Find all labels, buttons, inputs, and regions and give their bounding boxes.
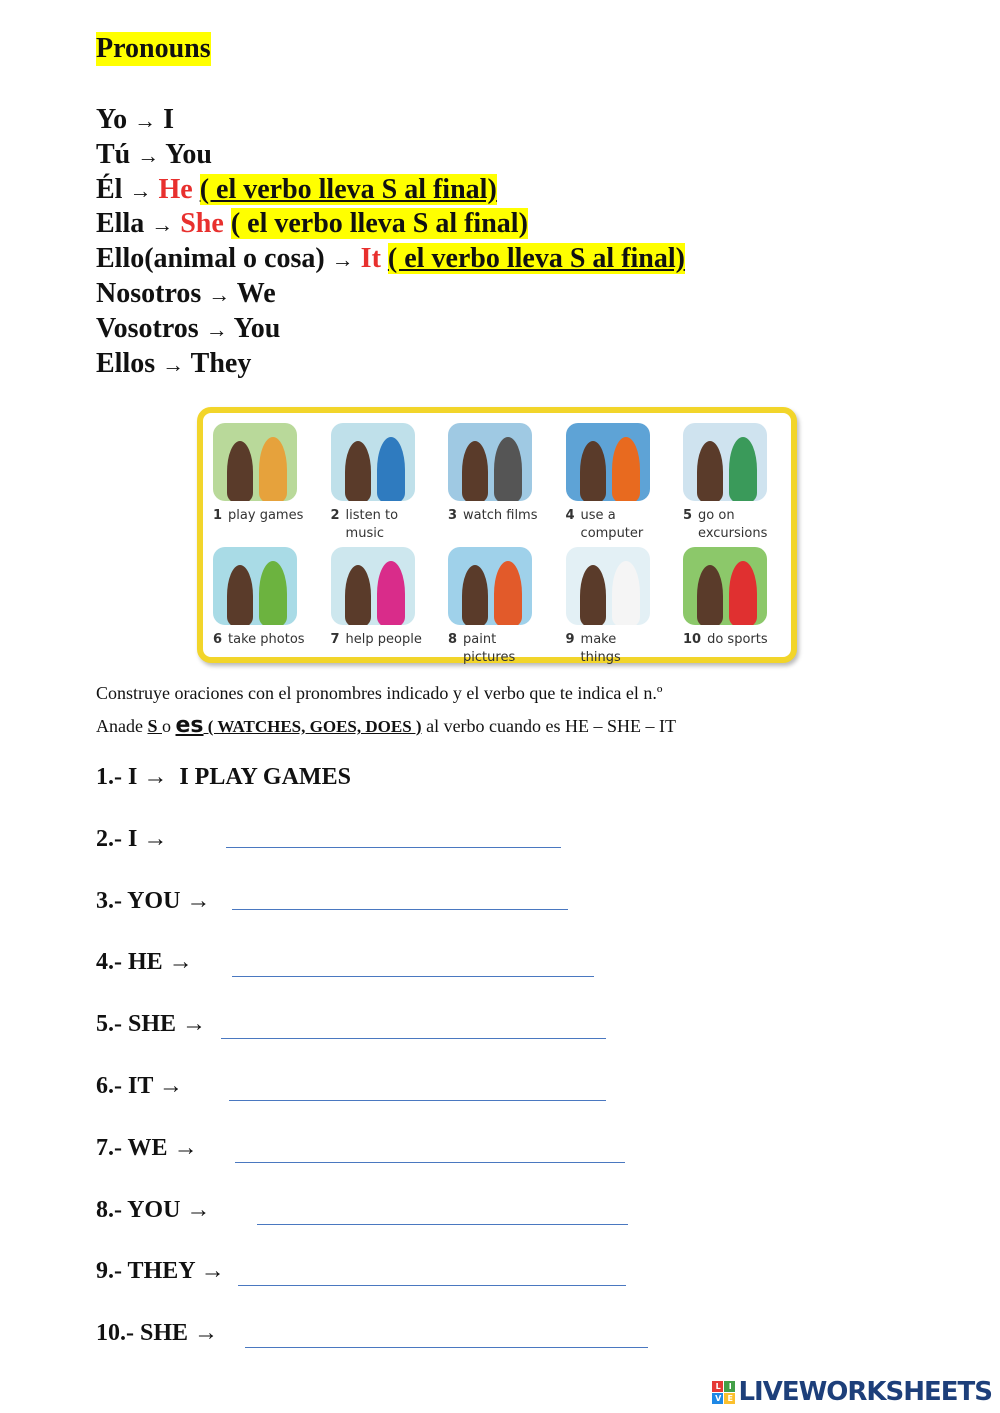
pronoun-row xyxy=(96,347,251,382)
exercise-item xyxy=(96,1073,183,1100)
instruction-line-2 xyxy=(96,715,676,738)
activity-number: 1 xyxy=(213,508,223,523)
instr-text-end: al verbo cuando es HE – SHE – IT xyxy=(421,716,677,736)
answer-input-line[interactable] xyxy=(226,847,561,848)
spanish-pronoun: Él xyxy=(96,173,123,205)
activity-number: 3 xyxy=(448,508,458,523)
answer-input-line[interactable] xyxy=(229,1100,606,1101)
answer-input-line[interactable] xyxy=(245,1347,648,1348)
english-pronoun: She xyxy=(180,208,224,240)
spanish-pronoun: Tú xyxy=(96,138,131,170)
spanish-pronoun: Yo xyxy=(96,104,128,135)
arrow: → xyxy=(151,212,174,238)
verb-note: ( el verbo lleva S al final) xyxy=(199,173,497,205)
activity-illustration xyxy=(331,547,415,625)
exercise-item xyxy=(96,949,193,976)
answer-input-line[interactable] xyxy=(235,1162,625,1163)
activity-item xyxy=(213,547,325,649)
exercise-prompt: 4.- HE → xyxy=(96,949,193,976)
arrow: → xyxy=(137,142,160,168)
activity-illustration xyxy=(566,547,650,625)
exercise-prompt: 1.- I → xyxy=(96,764,168,790)
english-pronoun: It xyxy=(360,243,381,275)
exercise-item xyxy=(96,1258,225,1285)
instr-o: o xyxy=(162,716,176,736)
arrow: → xyxy=(134,108,157,133)
exercise-item xyxy=(96,1011,206,1038)
exercise-prompt: 8.- YOU → xyxy=(96,1196,211,1223)
activity-label: do sports xyxy=(707,632,768,647)
exercise-prompt: 2.- I → xyxy=(96,825,168,852)
activity-label: make things xyxy=(580,632,621,665)
answer-input-line[interactable] xyxy=(232,976,594,977)
pronoun-row xyxy=(96,312,280,347)
pronoun-row xyxy=(96,242,685,277)
liveworksheets-logo: L I V E LIVEWORKSHEETS xyxy=(712,1377,992,1407)
spanish-pronoun: Ellos xyxy=(96,347,156,379)
pronoun-row xyxy=(96,207,528,242)
pronoun-row xyxy=(96,138,212,173)
instr-examples: ( WATCHES, GOES, DOES ) xyxy=(203,717,422,736)
exercise-prompt: 3.- YOU → xyxy=(96,887,211,914)
exercise-answer: I PLAY GAMES xyxy=(179,764,351,790)
english-pronoun: They xyxy=(190,347,252,379)
answer-input-line[interactable] xyxy=(257,1224,628,1225)
exercise-item xyxy=(96,1320,218,1347)
arrow: → xyxy=(208,282,231,307)
arrow: → xyxy=(162,351,185,377)
activity-illustration xyxy=(448,423,532,501)
instruction-line-1: Construye oraciones con el pronombres indicado y el verbo que te indica el n.º xyxy=(96,683,663,703)
instr-es: es xyxy=(175,713,204,738)
activity-number: 8 xyxy=(448,632,458,647)
english-pronoun: He xyxy=(158,173,193,205)
activity-number: 7 xyxy=(330,632,340,647)
exercise-item xyxy=(96,1197,210,1224)
answer-input-line[interactable] xyxy=(221,1038,606,1039)
instr-s: S xyxy=(147,716,162,736)
activity-illustration xyxy=(213,423,297,501)
answer-input-line[interactable] xyxy=(238,1285,626,1286)
activity-illustration xyxy=(683,547,767,625)
activity-number: 10 xyxy=(683,632,702,647)
instr-text: Anade xyxy=(96,716,148,736)
exercise-prompt: 5.- SHE → xyxy=(96,1011,207,1038)
exercise-prompt: 9.- THEY → xyxy=(96,1258,225,1285)
activity-item xyxy=(683,423,795,543)
exercise-prompt: 10.- SHE → xyxy=(96,1320,219,1347)
exercise-item xyxy=(96,888,210,915)
activity-item xyxy=(448,547,560,667)
activity-number: 2 xyxy=(330,508,340,523)
activity-label: watch films xyxy=(463,508,538,523)
activity-number: 4 xyxy=(565,508,575,523)
activity-item xyxy=(566,547,678,667)
exercise-prompt: 6.- IT → xyxy=(96,1073,183,1099)
activity-item xyxy=(331,547,443,649)
english-pronoun: You xyxy=(165,138,212,170)
activity-item xyxy=(566,423,678,543)
activity-label: go on excursions xyxy=(698,508,768,541)
pronoun-row xyxy=(96,173,497,208)
verb-note: ( el verbo lleva S al final) xyxy=(230,208,528,240)
activity-number: 9 xyxy=(565,632,575,647)
english-pronoun: I xyxy=(163,104,175,135)
arrow: → xyxy=(331,247,354,273)
activity-illustration xyxy=(448,547,532,625)
activity-illustration xyxy=(683,423,767,501)
english-pronoun: You xyxy=(233,312,281,344)
activity-label: help people xyxy=(345,632,422,647)
activity-item xyxy=(331,423,443,543)
activity-number: 6 xyxy=(213,632,223,647)
pronoun-row xyxy=(96,277,276,312)
page-title: Pronouns xyxy=(96,33,211,64)
spanish-pronoun: Nosotros xyxy=(96,278,202,309)
arrow: → xyxy=(205,316,228,342)
logo-icon: L I V E xyxy=(712,1381,735,1404)
activity-number: 5 xyxy=(683,508,693,523)
verb-note: ( el verbo lleva S al final) xyxy=(387,243,685,275)
activity-illustration xyxy=(331,423,415,501)
activity-label: listen to music xyxy=(345,508,399,541)
answer-input-line[interactable] xyxy=(232,909,568,910)
activity-item xyxy=(683,547,795,649)
spanish-pronoun: Ella xyxy=(96,208,145,240)
spanish-pronoun: Ello(animal o cosa) xyxy=(96,243,325,275)
activity-item xyxy=(448,423,560,525)
exercise-item xyxy=(96,826,167,853)
pronoun-row xyxy=(96,103,174,138)
activity-illustration xyxy=(213,547,297,625)
exercise-item xyxy=(96,1135,198,1162)
activity-label: use a computer xyxy=(580,508,644,541)
spanish-pronoun: Vosotros xyxy=(96,312,199,344)
activity-item xyxy=(213,423,325,525)
exercise-prompt: 7.- WE → xyxy=(96,1134,198,1161)
exercise-item xyxy=(96,764,351,791)
english-pronoun: We xyxy=(236,278,276,309)
activities-picture-panel xyxy=(197,407,797,663)
arrow: → xyxy=(129,177,152,203)
activity-label: paint pictures xyxy=(463,632,516,665)
activity-illustration xyxy=(566,423,650,501)
activity-label: play games xyxy=(228,508,304,523)
activity-label: take photos xyxy=(228,632,305,647)
